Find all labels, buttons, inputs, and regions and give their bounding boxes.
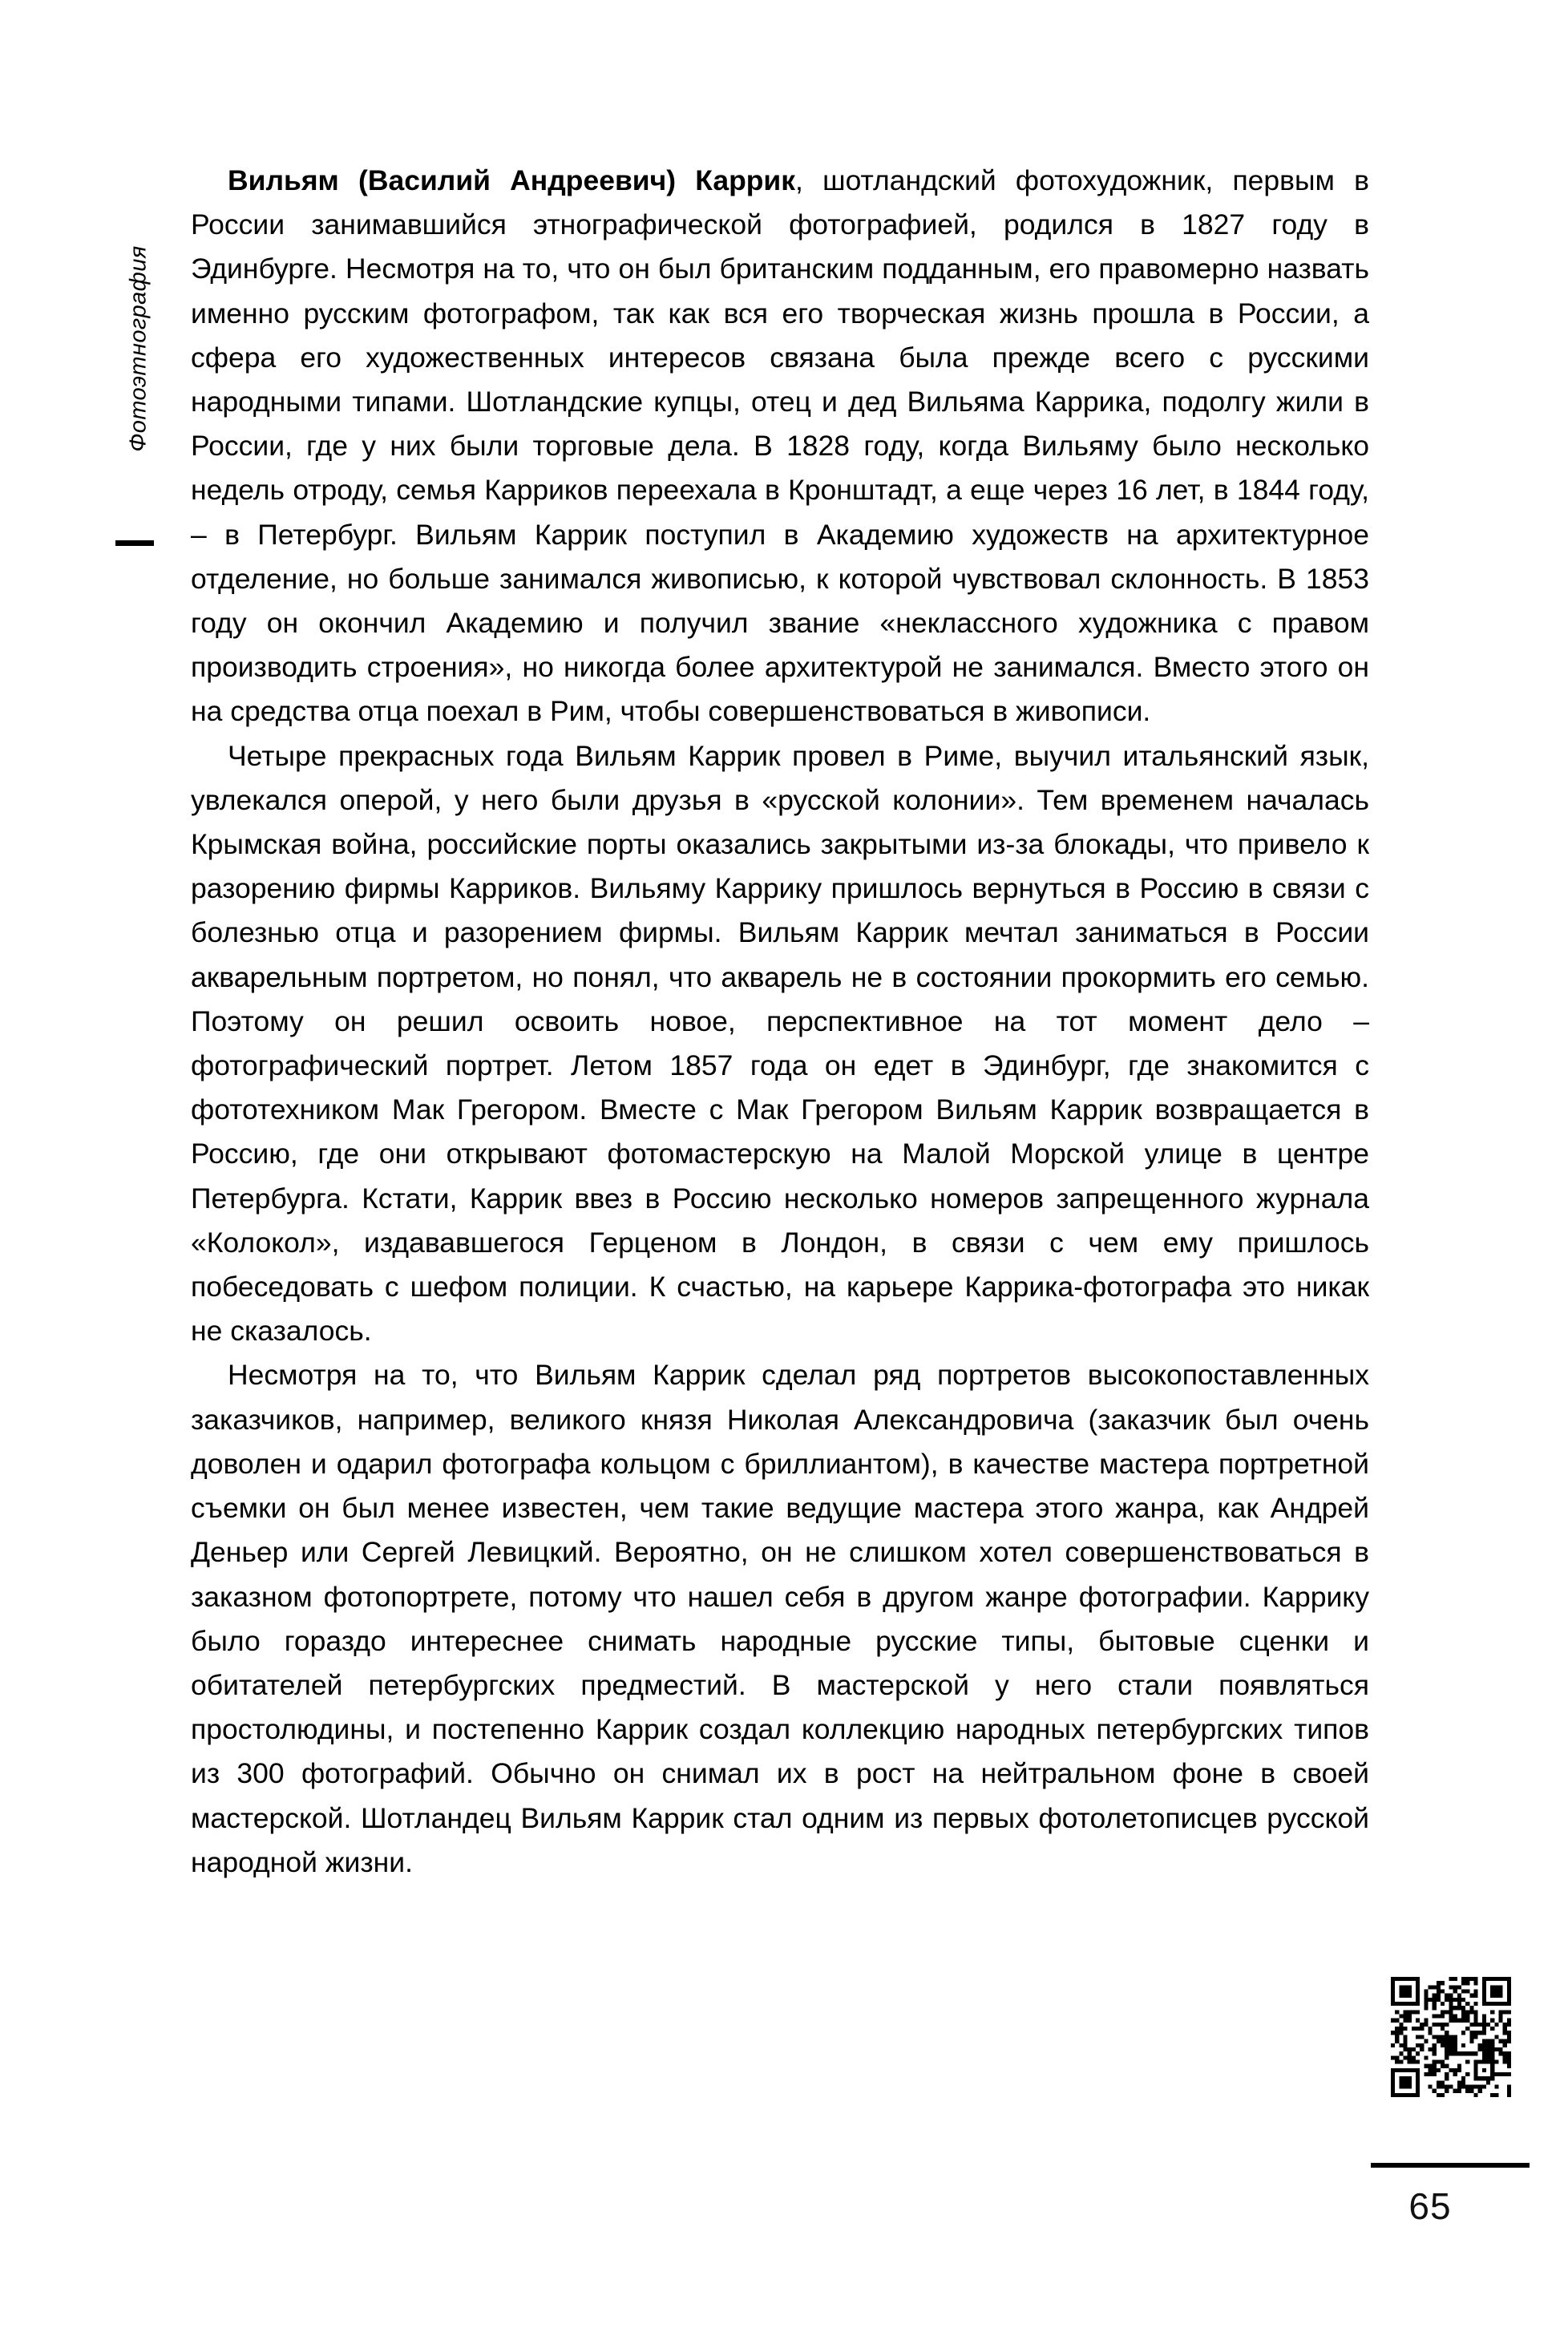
footer-rule bbox=[1371, 2163, 1530, 2168]
margin-running-head bbox=[111, 164, 167, 533]
paragraph-1-text: , шотландский фотохудожник, первым в России занимавшийся этнографической фотографией, родился в 1827 году в Эдинбурге. Несмотря на то, что он был британским подданным, его правомерно назвать именно русским фотографом, так как вся его творческая жизнь прошла в России, а сфера его художественных интересов связана была прежде всего с русскими народными типами. Шотландские купцы, отец и дед Вильяма Каррика, подолгу жили в России, где у них были торговые дела. В 1828 году, когда Вильяму было несколько недель отроду, семья Карриков переехала в Кронштадт, а еще через 16 лет, в 1844 году, – в Петербург. Вильям Каррик поступил в Академию художеств на архитектурное отделение, но больше занимался живописью, к которой чувствовал склонность. В 1853 году он окончил Академию и получил звание «неклассного художника с правом производить строения», но никогда более архитектурой не занимался. Вместо этого он на средства отца поехал в Рим, чтобы совершенствоваться в живописи. bbox=[191, 164, 1369, 728]
paragraph-3: Несмотря на то, что Вильям Каррик сделал ряд портретов высокопоставленных заказчиков, например, великого князя Николая Александровича (заказчик был очень доволен и одарил фотографа кольцом с бриллиантом), в качестве мастера портретной съемки он был менее известен, чем такие ведущие мастера этого жанра, как Андрей Деньер или Сергей Левицкий. Вероятно, он не слишком хотел совершенствоваться в заказном фотопортрете, потому что нашел себя в другом жанре фотографии. Каррику было гораздо интереснее снимать народные русские типы, бытовые сценки и обитателей петербургских предместий. В мастерской у него стали появляться простолюдины, и постепенно Каррик создал коллекцию народных петербургских типов из 300 фотографий. Обычно он снимал их в рост на нейтральном фоне в своей мастерской. Шотландец Вильям Каррик стал одним из первых фотолетописцев русской народной жизни. bbox=[191, 1359, 1369, 1878]
running-head-label: Фотоэтнография bbox=[125, 245, 152, 452]
paragraph-2: Четыре прекрасных года Вильям Каррик провел в Риме, выучил итальянский язык, увлекался оперой, у него были друзья в «русской колонии». Тем временем началась Крымская война, российские порты оказались закрытыми из-за блокады, что привело к разорению фирмы Карриков. Вильяму Каррику пришлось вернуться в Россию в связи с болезнью отца и разорением фирмы. Вильям Каррик мечтал заниматься в России акварельным портретом, но понял, что акварель не в состоянии прокормить его семью. Поэтому он решил освоить новое, перспективное на тот момент дело – фотографический портрет. Летом 1857 года он едет в Эдинбург, где знакомится с фототехником Мак Грегором. Вместе с Мак Грегором Вильям Каррик возвращается в Россию, где они открывают фотомастерскую на Малой Морской улице в центре Петербурга. Кстати, Каррик ввез в Россию несколько номеров запрещенного журнала «Колокол», издававшегося Герценом в Лондон, в связи с чем ему пришлось побеседовать с шефом полиции. К счастью, на карьере Каррика-фотографа это никак не сказалось. bbox=[191, 739, 1369, 1348]
qr-code-icon[interactable] bbox=[1391, 1977, 1511, 2097]
article-body bbox=[191, 159, 1369, 1885]
paragraph-1 bbox=[191, 159, 1369, 734]
page-number: 65 bbox=[1408, 2185, 1452, 2227]
article-lead-name: Вильям (Василий Андреевич) Каррик bbox=[228, 164, 796, 196]
running-head-rule bbox=[115, 540, 154, 546]
